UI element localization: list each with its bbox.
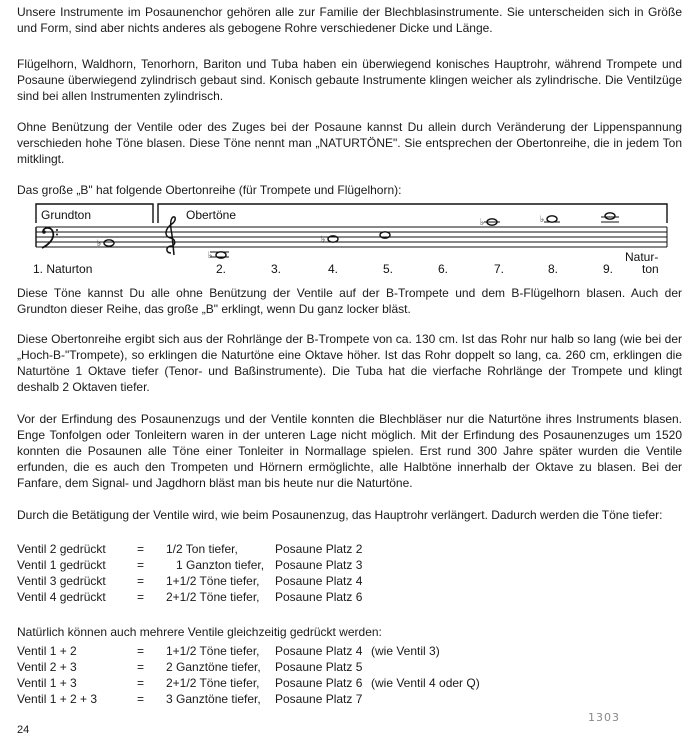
- paragraph-naturtoene: Ohne Benützung der Ventile oder des Zuges bei der Posaune kannst Du allein durch Veränderung der Lippenspannung verschieden hohe Töne blasen. Diese Töne nennt man „NATURTÖNE". Sie entsprechen der Obertonreihe, die in jedem Ton mitklingt.: [17, 120, 682, 166]
- valve-combo-row: [17, 643, 682, 659]
- paragraph-geschichte: Vor der Erfindung des Posaunenzugs und der Ventile konnten die Blechbläser nur die Naturtöne ihres Instruments blasen. Enge Tonfolgen oder Tonleitern waren in der unteren Lage nicht möglich. Mit der Erfindung des Posaunenzuges um 1520 konnten die Posaunen alle Töne einer Tonleiter in Normallage spielen. Erst rund 300 Jahre später wurden die Ventile erfunden, die es auch den Trompeten und Hörnern ermöglichte, alle Halbtöne innerhalb der Oktave zu blasen. Bei der Fanfare, dem Signal- und Jagdhorn bläst man bis heute nur die Naturtöne.: [17, 412, 682, 490]
- paragraph-toene-blasen: Diese Töne kannst Du alle ohne Benützung der Ventile auf der B-Trompete und dem B-Flügelhorn blasen. Auch der Grundton dieser Reihe, das große „B" erklingt, wenn Du ganz locker bläst.: [17, 286, 682, 316]
- valve-list-single: [17, 541, 682, 605]
- svg-text:♭: ♭: [208, 251, 213, 261]
- valve-label: Ventil 4 gedrückt: [17, 590, 106, 604]
- paragraph-konisch: Flügelhorn, Waldhorn, Tenorhorn, Bariton und Tuba haben ein überwiegend konisches Hauptrohr, während Trompete und Posaune überwiegend zylindrisch gebaut sind. Konisch gebaute Instrumente klingen weicher als zylindrische. Die Ventilzüge sind bei allen Instrumenten zylindrisch.: [17, 57, 682, 103]
- valve-amount: 1+1/2 Töne tiefer,: [166, 574, 260, 588]
- trombone-position: Posaune Platz 2: [275, 542, 363, 556]
- valve-amount: 3 Ganztöne tiefer,: [166, 692, 261, 706]
- valve-combo-label: Ventil 2 + 3: [17, 660, 77, 674]
- svg-text:♭: ♭: [97, 239, 102, 249]
- valve-row: [17, 557, 682, 573]
- treble-clef-icon: [166, 217, 175, 255]
- equals-sign: =: [137, 644, 145, 658]
- naturton-number: 2.: [216, 262, 227, 276]
- paragraph-ventile: Durch die Betätigung der Ventile wird, wie beim Posaunenzug, das Hauptrohr verlängert. Dadurch werden die Töne tiefer:: [17, 508, 663, 522]
- paragraph-mehrere-ventile: Natürlich können auch mehrere Ventile gleichzeitig gedrückt werden:: [17, 625, 382, 639]
- page-number: 24: [17, 724, 30, 736]
- equals-sign: =: [137, 574, 145, 588]
- naturton-number: 3.: [271, 262, 282, 276]
- equals-sign: =: [137, 590, 145, 604]
- valve-amount: 1+1/2 Töne tiefer,: [166, 644, 260, 658]
- svg-text:♭: ♭: [480, 218, 485, 228]
- valve-amount: 2+1/2 Töne tiefer,: [166, 676, 260, 690]
- equals-sign: =: [137, 692, 145, 706]
- staff-lines: [36, 227, 667, 247]
- overtone-series-staff: [33, 195, 673, 279]
- valve-label: Ventil 3 gedrückt: [17, 574, 106, 588]
- valve-label: Ventil 1 gedrückt: [17, 558, 106, 572]
- trombone-position: Posaune Platz 4: [275, 574, 363, 588]
- naturton-number: 8.: [548, 262, 559, 276]
- handwritten-mark: 1303: [588, 711, 620, 724]
- naturton-number: 1. Naturton: [33, 262, 93, 276]
- trombone-position: Posaune Platz 7: [275, 692, 363, 706]
- valve-note: (wie Ventil 4 oder Q): [371, 676, 480, 690]
- svg-text:♭: ♭: [321, 235, 326, 245]
- valve-list-combo: [17, 643, 682, 707]
- naturton-number: 4.: [328, 262, 339, 276]
- valve-amount: 1/2 Ton tiefer,: [166, 542, 238, 556]
- paragraph-rohrlaenge: Diese Obertonreihe ergibt sich aus der Rohrlänge der B-Trompete von ca. 130 cm. Ist das Rohr nur halb so lang (wie bei der „Hoch-B-"Trompete), so erklingen die Naturtöne eine Oktave höher. Ist das Rohr doppelt so lang, ca. 260 cm, erklingen die Naturtöne 1 Oktave tiefer (Tenor- und Baßinstrumente). Die Tuba hat die vierfache Rohrlänge der Trompete und klingt deshalb 2 Oktaven tiefer.: [17, 332, 682, 394]
- equals-sign: =: [137, 558, 145, 572]
- naturton-number: 5.: [383, 262, 394, 276]
- equals-sign: =: [137, 660, 145, 674]
- naturton-number: 9.: [603, 262, 614, 276]
- valve-combo-label: Ventil 1 + 3: [17, 676, 77, 690]
- obertoene-label: Obertöne: [186, 208, 237, 222]
- valve-amount: 1 Ganzton tiefer,: [176, 558, 265, 572]
- bass-clef-icon: [42, 228, 58, 248]
- valve-combo-row: [17, 659, 682, 675]
- trombone-position: Posaune Platz 3: [275, 558, 363, 572]
- naturton-label-bottom: ton: [642, 262, 659, 276]
- valve-combo-label: Ventil 1 + 2 + 3: [17, 692, 98, 706]
- naturton-number: 6.: [438, 262, 449, 276]
- valve-combo-label: Ventil 1 + 2: [17, 644, 77, 658]
- valve-row: [17, 573, 682, 589]
- paragraph-obertonreihe-intro: Das große „B" hat folgende Obertonreihe (für Trompete und Flügelhorn):: [17, 183, 402, 197]
- valve-note: (wie Ventil 3): [371, 644, 440, 658]
- valve-label: Ventil 2 gedrückt: [17, 542, 106, 556]
- valve-row: [17, 541, 682, 557]
- valve-amount: 2+1/2 Töne tiefer,: [166, 590, 260, 604]
- equals-sign: =: [137, 542, 145, 556]
- valve-amount: 2 Ganztöne tiefer,: [166, 660, 261, 674]
- valve-combo-row: [17, 675, 682, 691]
- paragraph-intro: Unsere Instrumente im Posaunenchor gehören alle zur Familie der Blechblasinstrumente. Sie unterscheiden sich in Größe und Form, sind aber nichts anderes als gebogene Rohre verschiedener Dicke und Länge.: [17, 5, 682, 35]
- valve-combo-row: [17, 691, 682, 707]
- trombone-position: Posaune Platz 4: [275, 644, 363, 658]
- valve-row: [17, 589, 682, 605]
- note-4-icon: [321, 235, 338, 245]
- trombone-position: Posaune Platz 6: [275, 676, 363, 690]
- svg-text:♭: ♭: [540, 215, 545, 225]
- naturton-number: 7.: [494, 262, 505, 276]
- equals-sign: =: [137, 676, 145, 690]
- note-9-icon: [601, 213, 619, 222]
- trombone-position: Posaune Platz 5: [275, 660, 363, 674]
- note-8-icon: [540, 215, 560, 225]
- trombone-position: Posaune Platz 6: [275, 590, 363, 604]
- naturton-label-top: Natur-: [625, 250, 659, 264]
- note-2-icon: [208, 251, 229, 261]
- grundton-label: Grundton: [41, 208, 92, 222]
